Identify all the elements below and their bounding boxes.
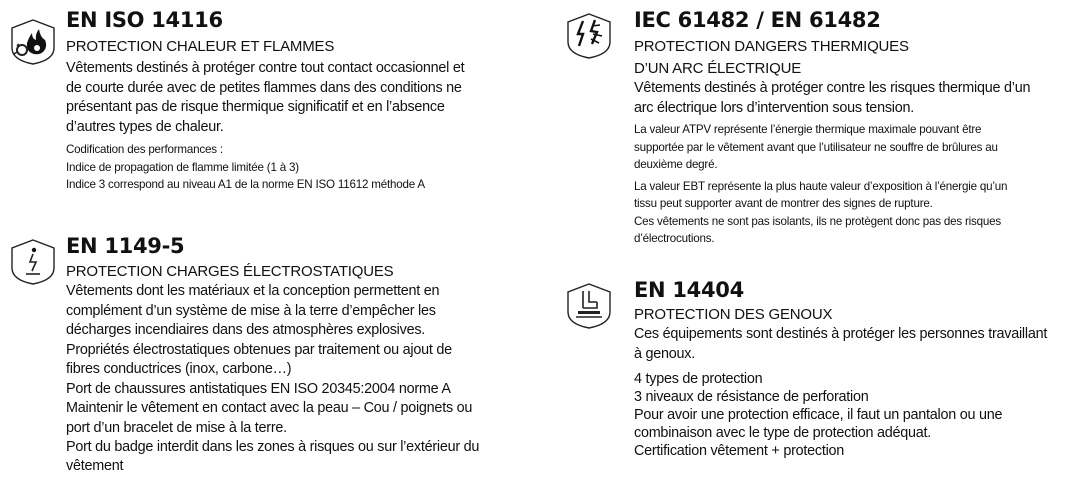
- small-line: Indice 3 correspond au niveau A1 de la norme EN ISO 11612 méthode A: [66, 178, 425, 191]
- body-line: combinaison avec le type de protection adéquat.: [634, 425, 932, 441]
- section-subtitle: PROTECTION CHALEUR ET FLAMMES: [66, 38, 335, 55]
- small-line: Codification des performances :: [66, 143, 223, 156]
- body-line: de courte durée avec de petites flammes dans des conditions ne: [66, 79, 462, 96]
- body-line: Maintenir le vêtement en contact avec la peau – Cou / poignets ou: [66, 400, 473, 416]
- flame-heat-icon: [10, 18, 56, 66]
- body-line: arc électrique lors d’intervention sous tension.: [634, 99, 914, 116]
- body-line: Port du badge interdit dans les zones à risques ou sur l’extérieur du: [66, 439, 480, 455]
- small-line: La valeur ATPV représente l’énergie thermique maximale pouvant être: [634, 123, 982, 136]
- electrostatic-icon: [10, 238, 56, 286]
- body-line: vêtement: [66, 457, 124, 474]
- body-line: Certification vêtement + protection: [634, 443, 845, 459]
- small-line: d’électrocutions.: [634, 232, 715, 245]
- body-line: Ces équipements sont destinés à protéger les personnes travaillant: [634, 326, 1048, 342]
- section-subtitle: PROTECTION DES GENOUX: [634, 306, 833, 323]
- body-line: Vêtements dont les matériaux et la conception permettent en: [66, 283, 440, 299]
- body-line: d’autres types de chaleur.: [66, 118, 224, 135]
- small-line: La valeur EBT représente la plus haute valeur d’exposition à l’énergie qu’un: [634, 179, 1008, 193]
- body-line: Pour avoir une protection efficace, il faut un pantalon ou une: [634, 407, 1003, 423]
- small-line: supportée par le vêtement avant que l’utilisateur ne souffre de brûlures au: [634, 140, 998, 154]
- body-line: présentant pas de risque thermique significatif et en l’absence: [66, 99, 445, 115]
- body-line: complément d’un système de mise à la terre d’empêcher les: [66, 302, 436, 319]
- section-title: EN 14404: [634, 278, 744, 302]
- section-title: EN 1149-5: [66, 234, 185, 258]
- body-line: port d’un bracelet de mise à la terre.: [66, 419, 287, 436]
- body-line: 4 types de protection: [634, 371, 763, 387]
- section-title: IEC 61482 / EN 61482: [634, 8, 881, 32]
- body-line: fibres conductrices (inox, carbone…): [66, 361, 292, 377]
- body-line: Vêtements destinés à protéger contre tout contact occasionnel et: [66, 60, 465, 76]
- body-line: Port de chaussures antistatiques EN ISO 20345:2004 norme A: [66, 380, 451, 397]
- knee-protection-icon: [566, 282, 612, 330]
- section-subtitle: PROTECTION CHARGES ÉLECTROSTATIQUES: [66, 263, 394, 280]
- small-line: Indice de propagation de flamme limitée (1 à 3): [66, 160, 299, 174]
- electric-arc-icon: [566, 12, 612, 60]
- section-title: EN ISO 14116: [66, 8, 223, 32]
- small-line: Ces vêtements ne sont pas isolants, ils ne protègent donc pas des risques: [634, 214, 1001, 228]
- small-line: deuxième degré.: [634, 158, 718, 171]
- body-line: à genoux.: [634, 345, 695, 362]
- section-subtitle-line-2: D’UN ARC ÉLECTRIQUE: [634, 60, 802, 77]
- body-line: décharges incendiaires dans des atmosphères explosives.: [66, 322, 426, 338]
- section-subtitle: PROTECTION DANGERS THERMIQUES: [634, 38, 909, 55]
- body-line: Vêtements destinés à protéger contre les risques thermique d’un: [634, 80, 1031, 96]
- body-line: Propriétés électrostatiques obtenues par traitement ou ajout de: [66, 341, 452, 358]
- body-line: 3 niveaux de résistance de perforation: [634, 389, 869, 405]
- small-line: tissu peut supporter avant de montrer des signes de rupture.: [634, 197, 933, 210]
